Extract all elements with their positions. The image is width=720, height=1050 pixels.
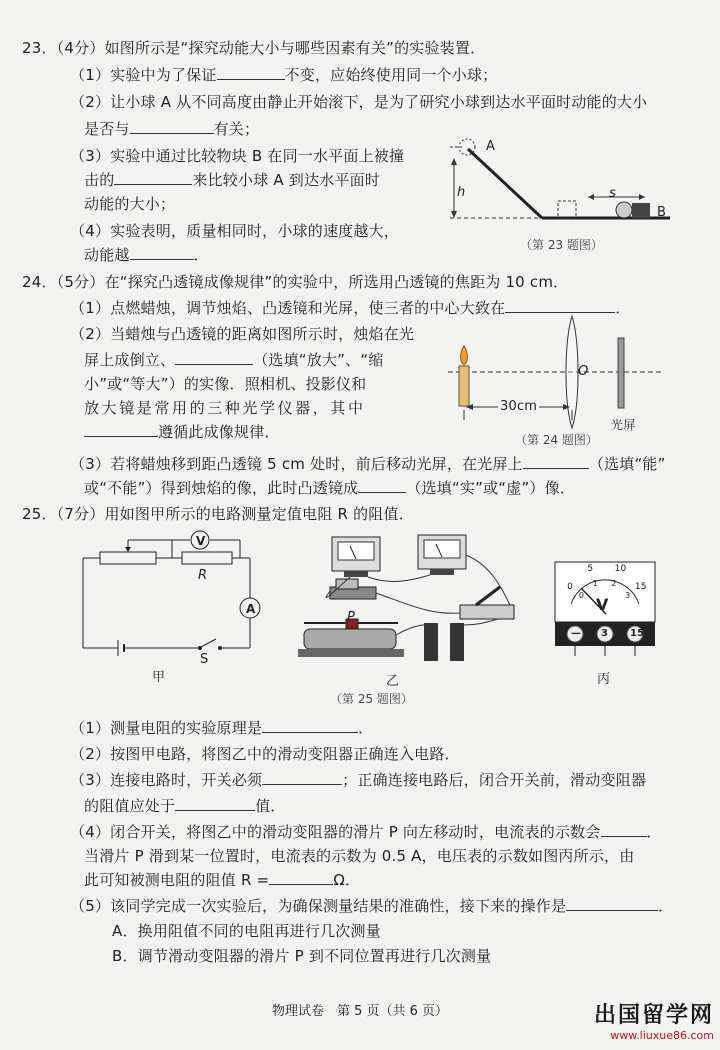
q23-part3-cont [84, 170, 380, 190]
q25-part3 [70, 770, 646, 790]
voltmeter-terminal[interactable]: — [571, 628, 582, 639]
page-footer: 物理试卷 第 5 页（共 6 页） [271, 1004, 449, 1019]
answer-blank[interactable] [175, 796, 255, 811]
q25-part1-text-b: ． [358, 719, 374, 737]
answer-blank[interactable] [130, 119, 214, 134]
dial-lower-tick: 1 [592, 578, 598, 588]
dial-lower-tick: 0 [578, 591, 585, 601]
dial-upper-tick: 15 [634, 581, 647, 592]
q25-part5-text: （5）该同学完成一次实验后，为确保测量结果的准确性，接下来的操作是 [70, 897, 567, 915]
q25-part2: （2）按图甲电路，将图乙中的滑动变阻器正确连入电路． [70, 745, 460, 763]
q24-part2-line4: 放大镜是常用的三种光学仪器，其中 [84, 399, 366, 417]
q25-part3-cont [84, 796, 286, 816]
q25-option-a[interactable]: A．换用阻值不同的电阻再进行几次测量 [112, 922, 381, 940]
dial-upper-tick: 0 [567, 581, 574, 592]
q25-part3-text-d: 值． [255, 797, 286, 815]
dial-lower-tick: 2 [611, 578, 617, 588]
watermark-url: www.liuxue86.com [610, 1029, 714, 1042]
dial-upper-tick: 5 [587, 563, 594, 574]
fig23-label-s: s [609, 186, 616, 201]
fig24-caption: （第 24 题图） [515, 433, 598, 447]
q24-part3-text-d: （选填“实”或“虚”）像． [406, 479, 576, 497]
q24-part1-text-b: ． [615, 299, 631, 317]
q23-part3: （3）实验中通过比较物块 B 在同一水平面上被撞 [70, 147, 405, 165]
q24-part2-line3: 小”或“等大”）的实像．照相机、投影仪和 [84, 375, 367, 393]
q23-part2: （2）让小球 A 从不同高度由静止开始滚下，是为了研究小球到达水平面时动能的大小 [70, 93, 648, 111]
q23-part2-cont [84, 119, 259, 139]
circuit-diagram [80, 530, 270, 660]
q24-part2-text-f: 遵循此成像规律． [158, 423, 280, 441]
q24-part2: （2）当蜡烛与凸透镜的距离如图所示时，烛焰在光 [70, 325, 415, 343]
voltmeter-letter: V [596, 595, 609, 614]
watermark-title: 出国留学网 [593, 1003, 714, 1028]
fig23-label-b: B [657, 205, 667, 220]
lens-diagram [448, 308, 668, 428]
fig23-label-h: h [457, 185, 466, 200]
q25-part3-text-c: 的阻值应处于 [84, 797, 176, 815]
q23-part1-text: （1）实验中为了保证 [70, 66, 217, 84]
q23-part1 [70, 65, 497, 85]
q25-part3-text-b: ；正确连接电路后，闭合开关前，滑动变阻器 [342, 771, 647, 789]
fig-jia-label: 甲 [152, 670, 166, 685]
q24-part3-text-c: 或“不能”）得到烛焰的像，此时凸透镜成 [84, 479, 359, 497]
fig24-distance: 30cm [498, 397, 539, 417]
q24-part2-text-b: 屏上成倒立、 [84, 351, 176, 369]
watermark [594, 998, 714, 1042]
voltmeter-terminal[interactable]: 3 [601, 628, 609, 639]
ramp-diagram [440, 135, 680, 235]
answer-blank[interactable] [269, 870, 333, 885]
q23-part4-text-b: 动能越 [84, 246, 130, 264]
q25-part1-text: （1）测量电阻的实验原理是 [70, 719, 263, 737]
voltmeter-symbol: V [196, 534, 206, 548]
q24-heading: 24．（5分）在“探究凸透镜成像规律”的实验中，所选用凸透镜的焦距为 10 cm． [22, 273, 569, 291]
fig-bing-label: 丙 [597, 672, 611, 687]
fig23-caption: （第 23 题图） [520, 238, 603, 252]
q24-part2-text-c: （选填“放大”、“缩 [253, 351, 384, 369]
q23-part3-text-c: 来比较小球 A 到达水平面时 [192, 171, 381, 189]
q24-part3 [70, 454, 666, 474]
fig23-label-a: A [486, 139, 496, 154]
q24-part3-text: （3）若将蜡烛移到距凸透镜 5 cm 处时，前后移动光屏，在光屏上 [70, 455, 523, 473]
q25-part1 [70, 718, 373, 738]
q25-part4-line3 [84, 870, 360, 890]
resistor-label: R [198, 568, 208, 583]
fig24-label-o: O [578, 364, 589, 379]
q25-part4-line2: 当滑片 P 滑到某一位置时，电流表的示数为 0.5 A，电压表的示数如图丙所示，由 [84, 847, 635, 865]
answer-blank[interactable] [601, 822, 647, 837]
q24-part2-line5 [84, 422, 280, 442]
q25-part4-text: （4）闭合开关，将图乙中的滑动变阻器的滑片 P 向左移动时，电流表的示数会 [70, 823, 601, 841]
q25-part4-text-d: 此可知被测电阻的阻值 R = [84, 871, 270, 889]
q25-option-b[interactable]: B．调节滑动变阻器的滑片 P 到不同位置再进行几次测量 [112, 947, 492, 965]
q25-part4 [70, 822, 662, 842]
fig-yi-label: 乙 [386, 674, 400, 689]
q25-part5-text-b: ． [658, 897, 674, 915]
answer-blank[interactable] [130, 245, 194, 260]
dial-upper-tick: 10 [614, 563, 627, 574]
voltmeter-terminal[interactable]: 15 [630, 628, 645, 639]
q23-part2-text-b: 是否与 [84, 120, 130, 138]
q23-part2-text-c: 有关； [213, 120, 260, 138]
fig25-caption: （第 25 题图） [330, 692, 413, 706]
q24-part1-text: （1）点燃蜡烛，调节烛焰、凸透镜和光屏，使三者的中心大致在 [70, 299, 506, 317]
q23-part4-cont [84, 245, 209, 265]
dial-lower-tick: 3 [625, 591, 631, 601]
answer-blank[interactable] [523, 454, 589, 469]
q25-part3-text: （3）连接电路时，开关必须 [70, 771, 263, 789]
slider-label-p: P [347, 610, 356, 625]
q23-part4: （4）实验表明，质量相同时，小球的速度越大， [70, 222, 399, 240]
q24-part2-cont [84, 350, 384, 370]
answer-blank[interactable] [84, 422, 158, 437]
q23-part4-text-c: ． [193, 246, 209, 264]
answer-blank[interactable] [114, 170, 192, 185]
answer-blank[interactable] [175, 350, 253, 365]
q25-part4-text-b: ． [646, 823, 662, 841]
answer-blank[interactable] [217, 65, 285, 80]
q25-part5 [70, 896, 673, 916]
q23-heading: 23．（4分）如图所示是“探究动能大小与哪些因素有关”的实验装置． [22, 39, 486, 57]
q23-part3-end: 动能的大小； [84, 195, 176, 213]
q23-part1-text-b: 不变，应始终使用同一个小球； [284, 66, 498, 84]
switch-label: S [200, 652, 209, 667]
answer-blank[interactable] [262, 718, 358, 733]
q25-heading: 25．（7分）用如图甲所示的电路测量定值电阻 R 的阻值． [22, 505, 414, 523]
answer-blank[interactable] [566, 896, 658, 911]
fig24-screen-label: 光屏 [611, 418, 636, 432]
answer-blank[interactable] [262, 770, 342, 785]
q25-part4-text-e: Ω． [333, 871, 361, 889]
q23-part3-text-b: 击的 [84, 171, 115, 189]
ammeter-symbol: A [246, 602, 256, 616]
apparatus-diagram [290, 525, 530, 675]
q24-part3-text-b: （选填“能” [588, 455, 666, 473]
q24-part3-cont [84, 478, 575, 498]
answer-blank[interactable] [358, 478, 406, 493]
